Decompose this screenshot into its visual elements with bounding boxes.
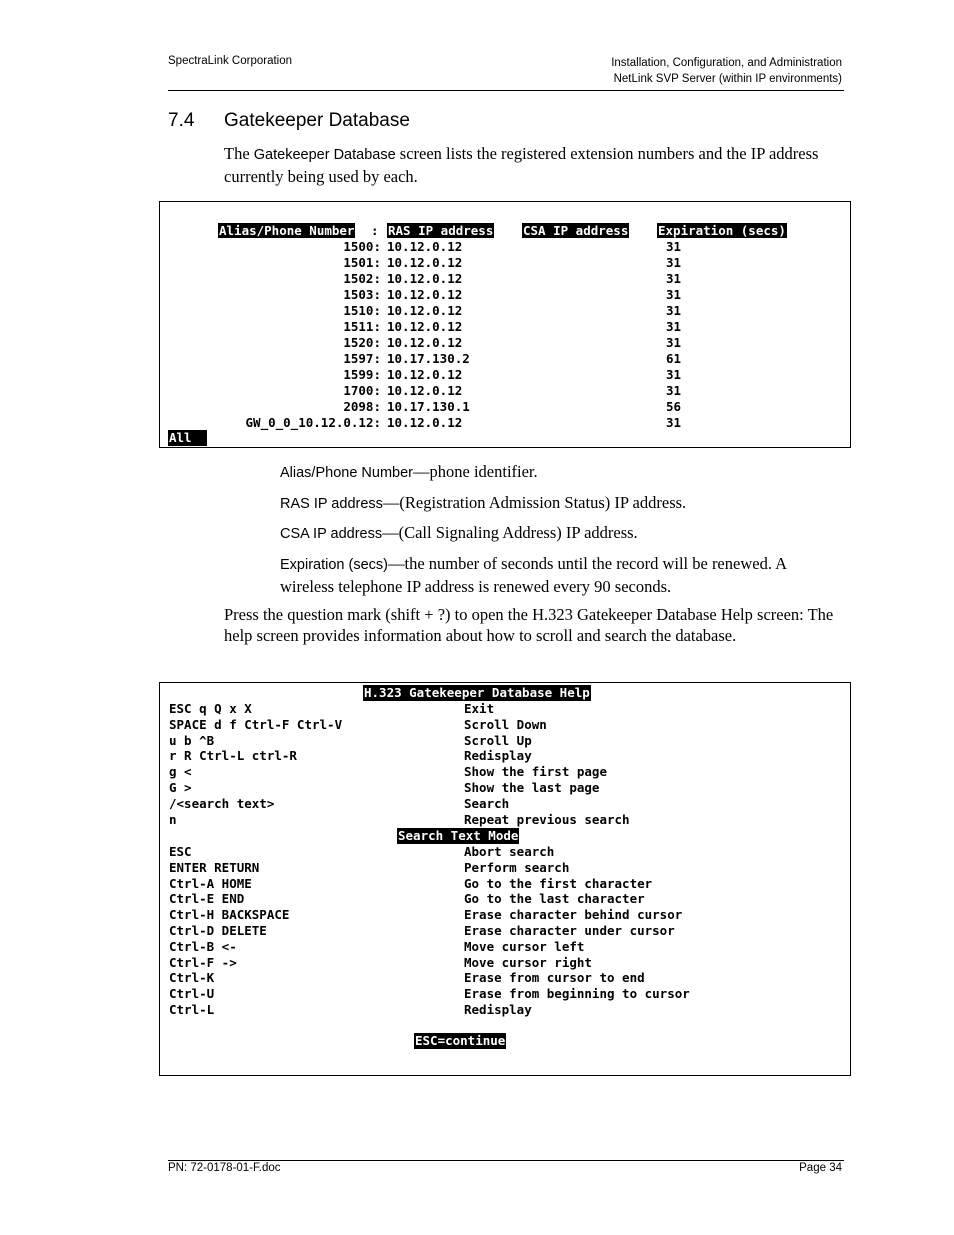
col-header-colon: :	[371, 223, 379, 238]
definition-term: RAS IP address	[280, 496, 383, 512]
help-key: Ctrl-A HOME	[169, 875, 252, 891]
header-title-line1: Installation, Configuration, and Administration	[611, 57, 842, 69]
help-key: u b ^B	[169, 732, 215, 748]
alias-cell: 1502:	[343, 271, 381, 286]
search-mode-title: Search Text Mode	[398, 828, 519, 843]
alias-cell: 1700:	[343, 383, 381, 398]
ras-ip-cell: 10.12.0.12	[387, 255, 463, 270]
alias-cell: 1597:	[343, 351, 381, 366]
intro-term: Gatekeeper Database	[253, 147, 396, 163]
help-key: SPACE d f Ctrl-F Ctrl-V	[169, 716, 343, 732]
alias-cell: 2098:	[343, 399, 381, 414]
section-title: Gatekeeper Database	[224, 110, 410, 131]
help-title: H.323 Gatekeeper Database Help	[364, 685, 590, 700]
alias-cell: 1599:	[343, 367, 381, 382]
ras-ip-cell: 10.12.0.12	[387, 303, 463, 318]
help-key: g <	[169, 764, 192, 780]
ras-ip-cell: 10.17.130.2	[387, 351, 470, 366]
help-key: r R Ctrl-L ctrl-R	[169, 748, 297, 764]
definition-term: Expiration (secs)	[280, 557, 388, 573]
help-description: Go to the last character	[464, 891, 645, 907]
expiration-cell: 31	[666, 335, 682, 350]
help-key: Ctrl-K	[169, 970, 215, 986]
ras-ip-cell: 10.17.130.1	[387, 399, 470, 414]
ras-ip-cell: 10.12.0.12	[387, 415, 463, 430]
definition-text: —phone identifier.	[413, 462, 538, 481]
alias-cell: GW_0_0_10.12.0.12:	[245, 415, 381, 430]
help-description: Show the first page	[464, 764, 607, 780]
help-key: ENTER RETURN	[169, 859, 260, 875]
help-description: Scroll Down	[464, 716, 547, 732]
help-description: Abort search	[464, 844, 555, 859]
header-company: SpectraLink Corporation	[168, 55, 293, 67]
help-description: Erase character behind cursor	[464, 907, 683, 923]
help-key: Ctrl-H BACKSPACE	[169, 907, 290, 923]
help-description: Move cursor left	[464, 938, 585, 954]
help-description: Perform search	[464, 859, 570, 875]
status-all: All	[169, 430, 192, 445]
ras-ip-cell: 10.12.0.12	[387, 239, 463, 254]
expiration-cell: 31	[666, 303, 682, 318]
header-title	[611, 55, 842, 87]
col-header-expiration: Expiration (secs)	[658, 223, 786, 238]
alias-cell: 1510:	[343, 303, 381, 318]
col-header-csa: CSA IP address	[523, 223, 629, 238]
alias-cell: 1520:	[343, 335, 381, 350]
footer-rule	[168, 1160, 844, 1161]
ras-ip-cell: 10.12.0.12	[387, 271, 463, 286]
definition-term: CSA IP address	[280, 526, 383, 542]
help-key: Ctrl-L	[169, 1002, 215, 1017]
expiration-cell: 31	[666, 415, 682, 430]
expiration-cell: 31	[666, 383, 682, 398]
help-description: Redisplay	[464, 1002, 532, 1017]
cursor-block	[193, 430, 207, 446]
help-description: Redisplay	[464, 748, 532, 764]
help-key: Ctrl-U	[169, 986, 215, 1002]
help-description: Erase from beginning to cursor	[464, 986, 690, 1002]
definition-ras	[280, 492, 840, 515]
help-key: Ctrl-D DELETE	[169, 923, 267, 938]
help-description: Move cursor right	[464, 954, 592, 970]
help-key: n	[169, 811, 177, 827]
alias-cell: 1511:	[343, 319, 381, 334]
help-description: Erase character under cursor	[464, 923, 675, 938]
expiration-cell: 61	[666, 351, 682, 366]
help-description: Erase from cursor to end	[464, 970, 645, 986]
section-number: 7.4	[168, 110, 195, 131]
expiration-cell: 56	[666, 399, 682, 414]
help-key: ESC q Q x X	[169, 701, 252, 716]
help-description: Search	[464, 795, 510, 811]
alias-cell: 1500:	[343, 239, 381, 254]
help-key: ESC	[169, 844, 192, 859]
help-description: Exit	[464, 701, 495, 716]
intro-pre: The	[224, 144, 254, 163]
expiration-cell: 31	[666, 367, 682, 382]
header-rule	[168, 90, 844, 91]
header-title-line2: NetLink SVP Server (within IP environments)	[613, 73, 842, 85]
expiration-cell: 31	[666, 287, 682, 302]
intro-paragraph	[224, 143, 834, 187]
help-key: Ctrl-B <-	[169, 938, 237, 954]
help-key: G >	[169, 780, 192, 795]
definition-text: —(Call Signaling Address) IP address.	[382, 523, 638, 542]
definition-alias	[280, 461, 840, 484]
definition-text: —(Registration Admission Status) IP address.	[382, 493, 687, 512]
ras-ip-cell: 10.12.0.12	[387, 287, 463, 302]
definition-csa	[280, 522, 840, 545]
definition-expiration	[280, 553, 840, 597]
expiration-cell: 31	[666, 319, 682, 334]
alias-cell: 1501:	[343, 255, 381, 270]
ras-ip-cell: 10.12.0.12	[387, 367, 463, 382]
esc-continue: ESC=continue	[415, 1033, 506, 1048]
footer-page-number: Page 34	[799, 1162, 842, 1174]
ras-ip-cell: 10.12.0.12	[387, 319, 463, 334]
help-key: Ctrl-F ->	[169, 954, 237, 970]
col-header-ras: RAS IP address	[388, 223, 494, 238]
help-key: /<search text>	[169, 795, 275, 811]
alias-cell: 1503:	[343, 287, 381, 302]
help-description: Scroll Up	[464, 732, 532, 748]
expiration-cell: 31	[666, 255, 682, 270]
definition-text: —the number of seconds until the record will be renewed. A wireless telephone IP address is renewed every 90 seconds.	[280, 554, 787, 596]
gatekeeper-database-screen	[159, 201, 851, 448]
definition-term: Alias/Phone Number	[280, 465, 413, 481]
help-description: Go to the first character	[464, 875, 653, 891]
col-header-alias: Alias/Phone Number	[219, 223, 355, 238]
help-screen	[159, 682, 851, 1076]
ras-ip-cell: 10.12.0.12	[387, 383, 463, 398]
intro-post: screen lists the registered extension numbers and the IP address currently being used by each.	[224, 144, 819, 186]
help-description: Repeat previous search	[464, 811, 630, 827]
expiration-cell: 31	[666, 239, 682, 254]
ras-ip-cell: 10.12.0.12	[387, 335, 463, 350]
help-description: Show the last page	[464, 780, 600, 795]
expiration-cell: 31	[666, 271, 682, 286]
footer-doc-number: PN: 72-0178-01-F.doc	[168, 1162, 281, 1174]
help-key: Ctrl-E END	[169, 891, 245, 907]
help-intro-paragraph: Press the question mark (shift + ?) to open the H.323 Gatekeeper Database Help screen: The help screen provides information about how to scroll and search the database.	[224, 605, 834, 645]
